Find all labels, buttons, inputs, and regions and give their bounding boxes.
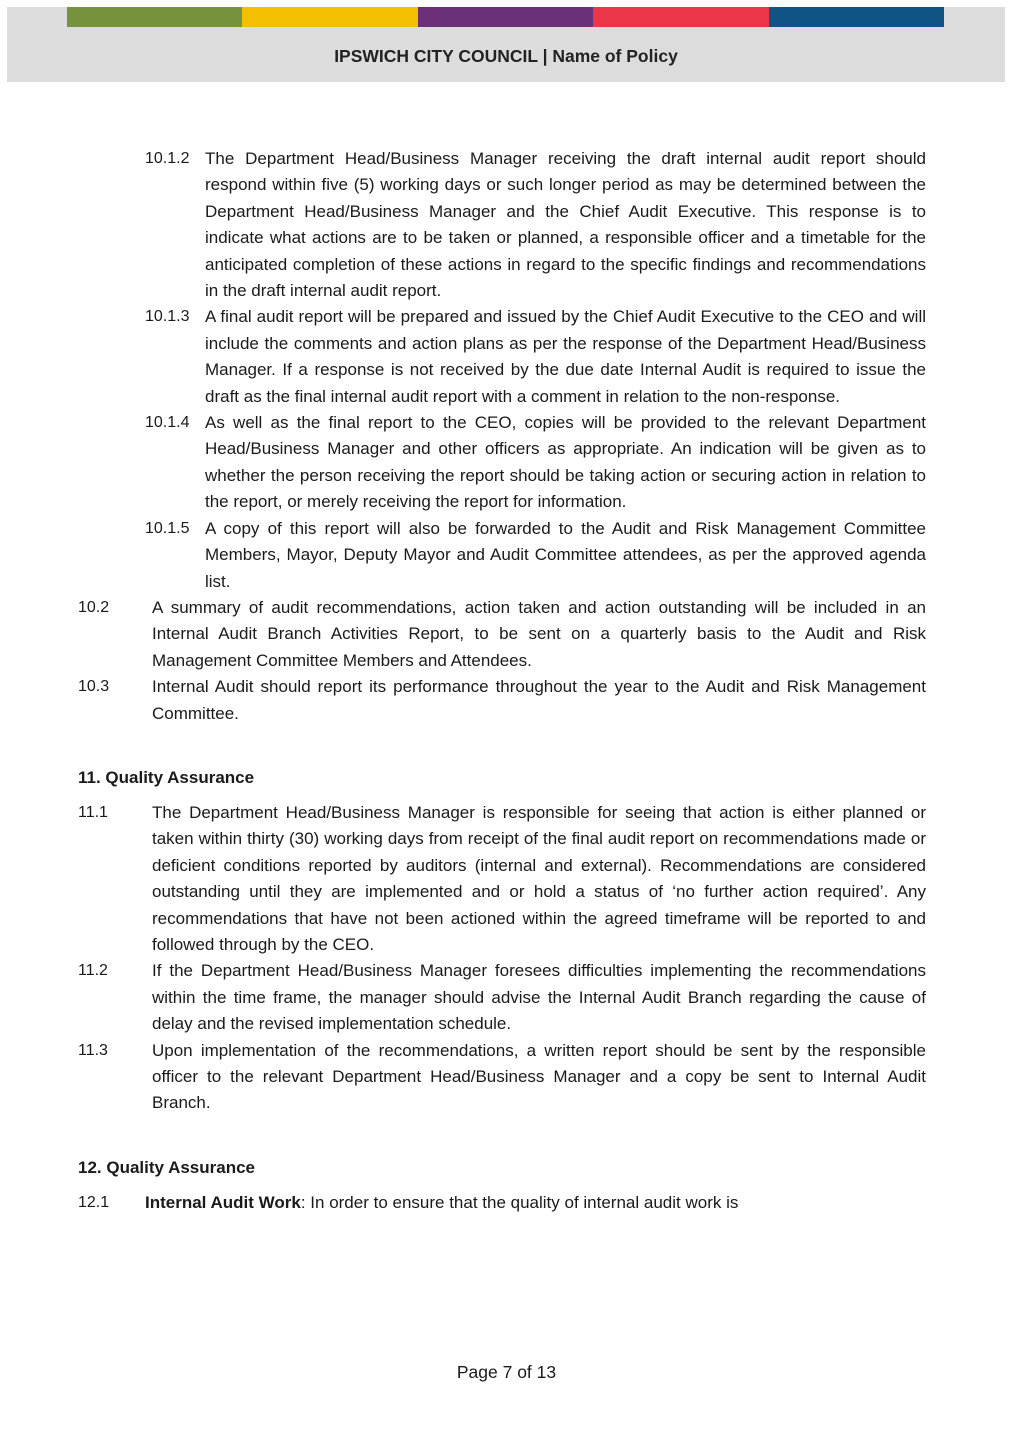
document-body [0,146,1013,1216]
color-stripe [67,7,944,27]
clause-10-1-4 [0,410,1013,516]
clause-text-rest: : In order to ensure that the quality of internal audit work is [300,1192,739,1212]
clause-text: Upon implementation of the recommendations, a written report should be sent by the responsible officer to the relevant Department Head/Business Manager and a copy be sent to Internal Audit Branch. [152,1040,926,1113]
clause-number: 12.1 [78,1193,110,1211]
clause-text: A final audit report will be prepared and issued by the Chief Audit Executive to the CEO and will include the comments and action plans as per the response of the Department Head/Business Manager. If a response is not received by the due date Internal Audit is required to issue the draft as the final internal audit report with a comment in relation to the non-response. [205,307,926,406]
clause-11-2 [0,958,1013,1037]
clause-12-1 [0,1190,1013,1216]
stripe-purple [418,7,593,27]
clause-number: 11.3 [78,1041,108,1059]
clause-10-3 [0,674,1013,727]
header-title: IPSWICH CITY COUNCIL | Name of Policy [334,46,678,66]
section-heading-11: 11. Quality Assurance [78,767,255,787]
clause-number: 10.2 [78,598,110,616]
clause-text: A copy of this report will also be forwarded to the Audit and Risk Management Committee Members, Mayor, Deputy Mayor and Audit Committee attendees, as per the approved agenda list. [205,518,926,591]
clause-number: 10.3 [78,678,110,696]
clause-number: 10.1.5 [145,519,190,537]
clause-text [145,1190,926,1216]
clause-text: The Department Head/Business Manager is responsible for seeing that action is either planned or taken within thirty (30) working days from receipt of the final audit report on recommendations made or deficient conditions reported by auditors (internal and external). Recommendations are considered outstanding until they are implemented and or hold a status of ‘no further action required’. Any recommendations that have not been actioned within the agreed timeframe will be reported to and followed through by the CEO. [152,802,926,954]
clause-bold-lead: Internal Audit Work [145,1192,301,1212]
clause-number: 10.1.3 [145,308,190,326]
clause-number: 10.1.4 [145,414,190,432]
clause-10-1-5 [0,516,1013,595]
clause-10-1-3 [0,304,1013,410]
clause-text: A summary of audit recommendations, action taken and action outstanding will be included in an Internal Audit Branch Activities Report, to be sent on a quarterly basis to the Audit and Risk Management Committee Members and Attendees. [152,597,926,670]
clause-number: 10.1.2 [145,150,190,167]
clause-11-1 [0,800,1013,958]
page-number: Page 7 of 13 [456,1362,557,1382]
clause-number: 11.2 [78,962,108,980]
section-heading-12: 12. Quality Assurance [78,1157,256,1177]
clause-11-3 [0,1038,1013,1117]
stripe-blue [769,7,944,27]
clause-text: The Department Head/Business Manager receiving the draft internal audit report should respond within five (5) working days or such longer period as may be determined between the Department Head/Business Manager and the Chief Audit Executive. This response is to indicate what actions are to be taken or planned, a responsible officer and a timetable for the anticipated completion of these actions in regard to the specific findings and recommendations in the draft internal audit report. [205,149,926,301]
stripe-red [593,7,768,27]
clause-10-2 [0,595,1013,674]
clause-10-1-2 [0,146,1013,304]
clause-text: If the Department Head/Business Manager foresees difficulties implementing the recommendations within the time frame, the manager should advise the Internal Audit Branch regarding the cause of delay and the revised implementation schedule. [152,961,926,1034]
page-header [7,7,1005,82]
clause-number: 11.1 [78,803,108,821]
clause-text: As well as the final report to the CEO, copies will be provided to the relevant Department Head/Business Manager and other officers as appropriate. An indication will be given as to whether the person receiving the report should be taking action or securing action in relation to the report, or merely receiving the report for information. [205,413,926,512]
stripe-green [67,7,242,27]
stripe-yellow [242,7,417,27]
clause-text: Internal Audit should report its performance throughout the year to the Audit and Risk Management Committee. [152,677,926,723]
